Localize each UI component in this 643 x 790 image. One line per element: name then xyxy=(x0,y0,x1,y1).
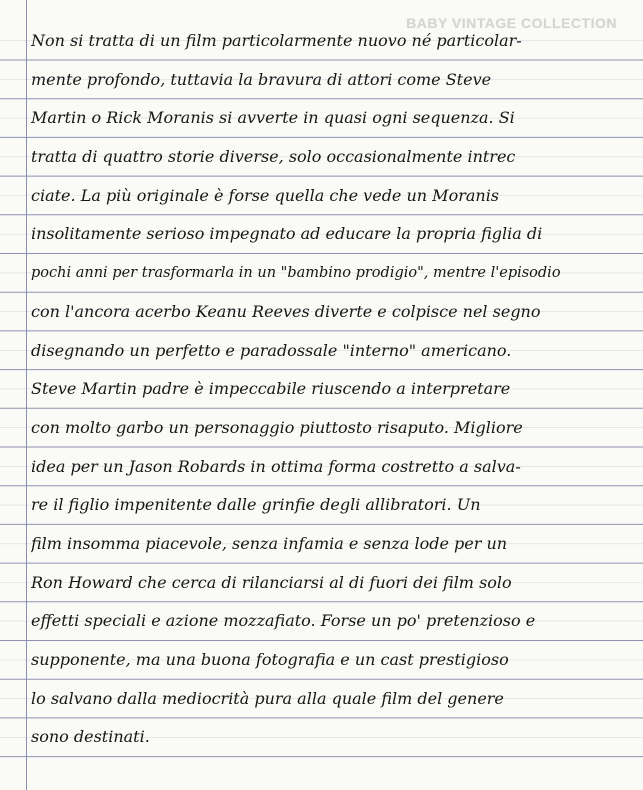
text-line: pochi anni per trasformarla in un "bambino prodigio", mentre l'episodio xyxy=(31,265,561,282)
text-line: con l'ancora acerbo Keanu Reeves diverte e colpisce nel segno xyxy=(31,301,541,321)
text-line: mente profondo, tuttavia la bravura di attori come Steve xyxy=(31,69,492,89)
watermark: BABY VINTAGE COLLECTION xyxy=(406,15,617,31)
text-line: supponente, ma una buona fotografia e un cast prestigioso xyxy=(31,650,509,669)
text-line: effetti speciali e azione mozzafiato. Forse un po' pretenzioso e xyxy=(31,611,536,631)
text-line: sono destinati. xyxy=(31,727,150,747)
text-line: ciate. La più originale è forse quella che vede un Moranis xyxy=(31,185,500,205)
text-line: disegnando un perfetto e paradossale "interno" americano. xyxy=(31,340,512,360)
text-line: Non si tratta di un film particolarmente nuovo né particolar- xyxy=(31,31,522,50)
margin-line xyxy=(26,0,27,790)
text-line: Steve Martin padre è impeccabile riuscendo a interpretare xyxy=(31,379,511,399)
text-line: re il figlio impenitente dalle grinfie degli allibratori. Un xyxy=(31,495,481,515)
handwritten-review xyxy=(31,22,631,757)
text-line: Ron Howard che cerca di rilanciarsi al di fuori dei film solo xyxy=(31,572,512,592)
text-line: film insomma piacevole, senza infamia e senza lode per un xyxy=(31,533,508,553)
text-line: idea per un Jason Robards in ottima forma costretto a salva- xyxy=(31,456,521,476)
text-line: Martin o Rick Moranis si avverte in quasi ogni sequenza. Si xyxy=(31,108,515,128)
text-line: lo salvano dalla mediocrità pura alla quale film del genere xyxy=(31,688,504,708)
text-line: insolitamente serioso impegnato ad educare la propria figlia di xyxy=(31,224,543,244)
text-line: tratta di quattro storie diverse, solo occasionalmente intrec xyxy=(31,147,516,167)
text-line: con molto garbo un personaggio piuttosto risaputo. Migliore xyxy=(31,417,523,437)
